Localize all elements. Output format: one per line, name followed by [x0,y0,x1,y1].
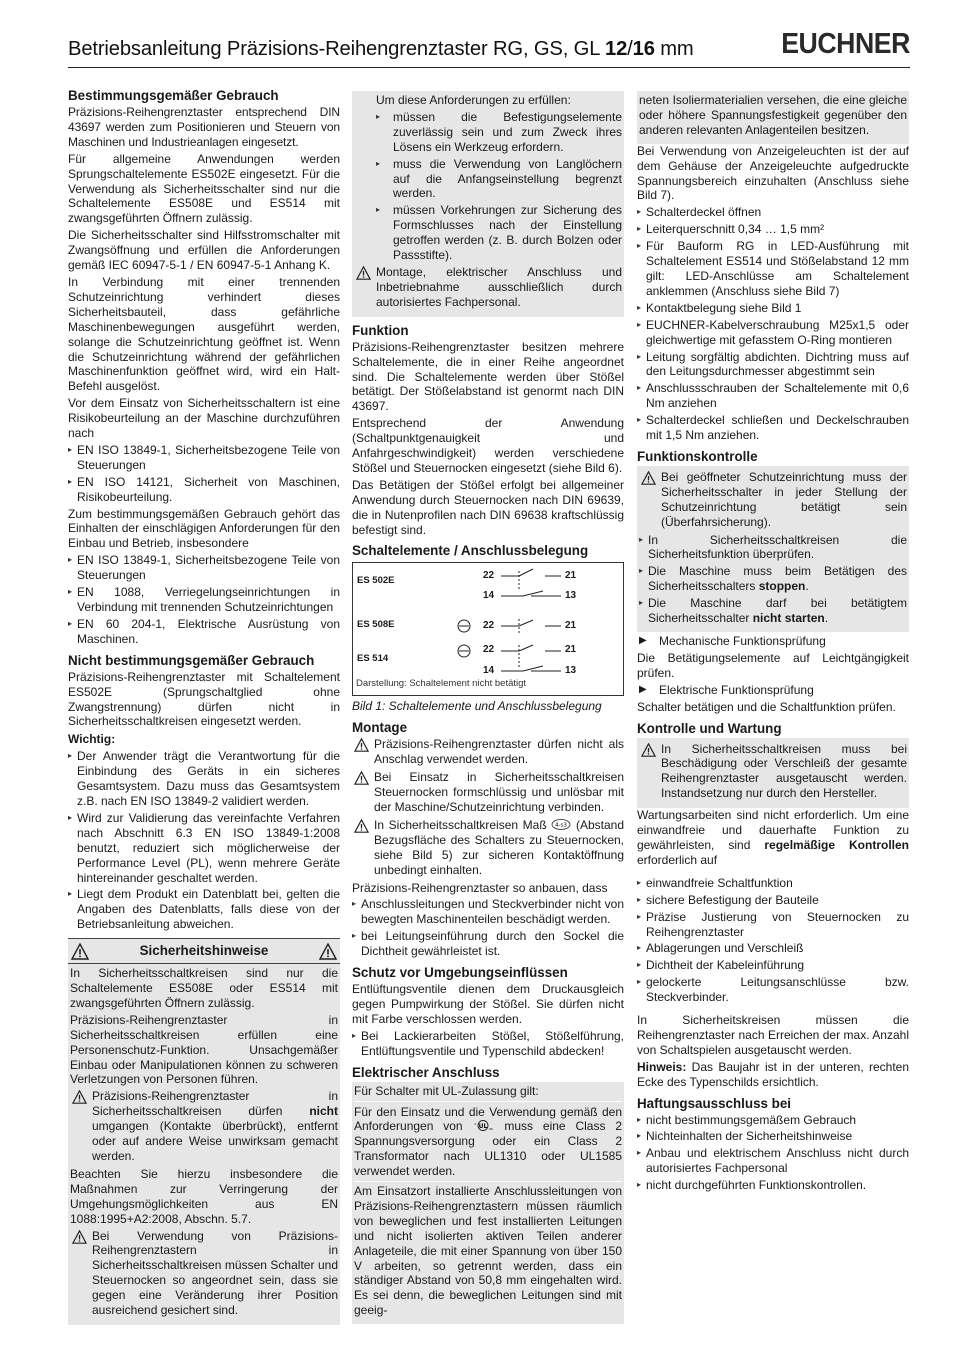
ul-listed-icon [472,1120,494,1131]
list-item: ▸ Leitung sorgfältig abdichten. Dichtring muss auf den Leitungsdurchmesser abgestimmt sein [637,350,909,380]
svg-text:us: us [489,1127,494,1132]
dimension-marker-label: 4-s3 [555,822,568,829]
paragraph: Präzisions-Reihengrenztaster besitzen mehrere Schaltelemente, die in einer Reihe angeordnet sind. Die Schaltelemente werden über Stößel betätigt. Der Stößelabstand ist genormt nach DIN 43697. [352,339,624,414]
list-item: ▸ Liegt dem Produkt ein Datenblatt bei, gelten die Angaben des Datenblatts, falls diese von der Betriebsanleitung abweichen. [68,887,340,932]
connection-steps-list [637,205,909,443]
heading-montage: Montage [352,720,408,736]
list-item: ▸ Der Anwender trägt die Verantwortung für die Einbindung des Geräts in ein sicheres Gesamtsystem. Dazu muss das Gesamtsystem z.B. nach EN ISO 13849-2 validiert werden. [68,749,340,809]
requirements-list [354,110,622,263]
warning-triangle-icon [641,743,656,757]
warning-note: Bei geöffneter Schutzeinrichtung muss der Sicherheitsschalter in jeder Stellung der Schutzeinrichtung betätigt sein (Überfahrsicherung). [639,470,907,530]
list-item: ▸ nicht bestimmungsgemäßem Gebrauch [637,1113,909,1128]
paragraph: neten Isoliermaterialien versehen, die eine gleiche oder höhere Spannungsfestigkeit gegenüber den anderen relevanten Anlagenteilen besitzen. [639,93,907,137]
note-paragraph: Hinweis: Das Baujahr ist in der unteren, rechten Ecke des Typenschilds ersichtlich. [637,1059,909,1089]
important-label: Wichtig: [68,732,116,747]
liability-list [637,1113,909,1194]
list-item: ▸ müssen Vorkehrungen zur Sicherung des Formschlusses nach der Einstellung getroffen werden (z. B. durch Bolzen oder Passstifte). [376,203,622,263]
paragraph: Beachten Sie hierzu insbesondere die Maßnahmen zur Verringerung der Umgehungsmöglichkeiten aus EN 1088:1995+A2:2008, Abschn. 5.7. [70,1166,338,1226]
paragraph: Das Betätigen der Stößel erfolgt bei allgemeiner Anwendung durch Steuernocken nach DIN 69639, die in Nutenprofilen nach DIN 69638 kraftschlüssig befestigt sind. [352,477,624,537]
list-item: ▸ In Sicherheitsschaltkreisen die Sicherheitsfunktion überprüfen. [639,533,907,563]
warning-triangle-icon [356,266,371,280]
heading-nicht-bestimmungsgemaess: Nicht bestimmungsgemäßer Gebrauch [68,652,315,668]
column-1 [68,88,340,1325]
paragraph: Zum bestimmungsgemäßen Gebrauch gehört das Einhalten der einschlägigen Anforderungen für den Einbau und Betrieb, insbesondere [68,506,340,551]
list-item: ▸ EN ISO 13849-1, Sicherheitsbezogene Teile von Steuerungen [68,443,340,473]
list-item: ▸ Anbau und elektrischem Anschluss nicht durch autorisiertes Fachpersonal [637,1146,909,1176]
list-item: ▸ müssen die Befestigungselemente zuverlässig sein und zum Zweck ihres Lösens ein Werkzeug erfordern. [376,110,622,155]
paragraph: In Verbindung mit einer trennenden Schutzeinrichtung verhindert dieses Sicherheitsbauteil, dass gefährliche Maschinenbewegungen ausgeführt werden, solange die Schutzeinrichtung geöffnet ist. Wenn die Schutzeinrichtung während der gefährlichen Maschinenfunktion geöffnet wird, wird ein Halt-Befehl ausgelöst. [68,274,340,394]
list-item: ▸ gelockerte Leitungsanschlüsse bzw. Steckverbinder. [637,975,909,1005]
terminal-21: 21 [565,644,577,656]
warning-note: Präzisions-Reihengrenztaster in Sicherheitsschaltkreisen dürfen nicht umgangen (Kontakte überbrückt), entfernt oder auf andere Weise unwirksam gemacht werden. [70,1089,338,1164]
paragraph: Für Schalter mit UL-Zulassung gilt: [354,1084,622,1102]
list-item: ▸ Präzise Justierung von Steuernocken zu Reihengrenztaster [637,910,909,940]
norm-list-1 [68,443,340,505]
svg-text:UL: UL [479,1123,488,1131]
warning-note: Montage, elektrischer Anschluss und Inbetriebnahme ausschließlich durch autorisiertes Fachpersonal. [354,265,622,310]
paragraph: Entsprechend der Anwendung (Schaltpunktgenauigkeit und Anfahrgeschwindigkeit) werden verschiedene Stößel und Steuernocken eingesetzt (siehe Bild 6). [352,416,624,475]
ul-notes-box [352,1082,624,1325]
electrical-check-label: ▶ Elektrische Funktionsprüfung [637,683,909,698]
heading-bestimmungsgemaess: Bestimmungsgemäßer Gebrauch [68,88,279,103]
warning-triangle-icon [354,819,369,833]
ul-notes-continued-box [637,91,909,144]
important-list [68,749,340,932]
protection-list [352,1029,624,1059]
maintenance-list [637,876,909,1005]
norm-list-2 [68,553,340,646]
safety-notes-header [68,938,340,964]
paragraph: Bei Verwendung von Anzeigeleuchten ist der auf dem Gehäuse der Anzeigeleuchte aufgedruckte Spannungsbereich einzuhalten (Anschluss siehe Bild 7). [637,143,909,203]
paragraph: Am Einsatzort installierte Anschlussleitungen von Präzisions-Reihengrenztastern müssen räumlich von beweglichen und fest installierten Leitungen und nicht isolierten aktiven Teilen anderer Anlageteile, die mit einer Spannung von über 150 V arbeiten, so getrennt werden, dass ein ständiger Abstand von 50,8 mm eingehalten wird. Es sei denn, die beweglichen Leitungen sind mit geeig- [354,1181,622,1318]
list-item: ▸ sichere Befestigung der Bauteile [637,893,909,908]
list-item: ▸ Kontaktbelegung siehe Bild 1 [637,301,909,316]
function-check-list [639,533,907,626]
diagram-note: Darstellung: Schaltelement nicht betätigt [356,677,527,689]
paragraph: Präzisions-Reihengrenztaster in Sicherheitsschaltkreisen erfüllen eine Personenschutz-Funktion. Unsachgemäßer Einbau oder Manipulationen können zu schweren Verletzungen von Personen führen. [70,1012,338,1087]
list-item: ▸ EN 60 204-1, Elektrische Ausrüstung von Maschinen. [68,617,340,647]
mechanical-check-label: ▶ Mechanische Funktionsprüfung [637,634,909,649]
list-item: ▸ Die Maschine muss beim Betätigen des Sicherheitsschalters stoppen. [639,564,907,594]
heading-funktionskontrolle: Funktionskontrolle [637,448,758,464]
warning-triangle-icon [641,471,656,485]
page-header [68,24,910,68]
warning-note: Bei Einsatz in Sicherheitsschaltkreisen Steuernocken formschlüssig und unlösbar mit der Maschine/Schutzeinrichtung verbinden. [352,770,624,815]
terminal-14: 14 [483,590,495,602]
list-item: ▸ Ablagerungen und Verschleiß [637,941,909,956]
label-es508e: ES 508E [357,619,395,631]
terminal-22: 22 [483,620,495,632]
svg-text:c: c [474,1122,477,1127]
terminal-22: 22 [483,644,495,656]
terminal-13: 13 [565,590,577,602]
paragraph: Die Betätigungselemente auf Leichtgängigkeit prüfen. [637,650,909,680]
paragraph: Wartungsarbeiten sind nicht erforderlich. Um eine einwandfreie und dauerhafte Funktion zu gewährleisten, sind regelmäßige Kontrollen erforderlich auf [637,808,910,867]
column-2 [352,91,624,1324]
terminal-21: 21 [565,570,577,582]
warning-triangle-icon [72,1230,87,1244]
warning-note: Präzisions-Reihengrenztaster dürfen nicht als Anschlag verwendet werden. [352,737,624,767]
list-item: ▸ EN ISO 13849-1, Sicherheitsbezogene Teile von Steuerungen [68,553,340,583]
paragraph: Schalter betätigen und die Schaltfunktion prüfen. [637,699,896,714]
list-item: ▸ nicht durchgeführten Funktionskontrollen. [637,1178,909,1193]
paragraph: Für den Einsatz und die Verwendung gemäß den Anforderungen von UL c us muss eine Class 2 Spannungsversorgung oder ein Class 2 Transformator nach UL1310 oder UL1585 verwendet werden. [354,1104,622,1179]
paragraph: Entlüftungsventile dienen dem Druckausgleich gegen Pumpwirkung der Stößel. Sie dürfen nicht mit Farbe verschlossen werden. [352,982,624,1026]
label-es502e: ES 502E [357,575,395,587]
list-item: ▸ Nichteinhalten der Sicherheitshinweise [637,1129,909,1144]
paragraph: Vor dem Einsatz von Sicherheitsschaltern ist eine Risikobeurteilung an der Maschine durchzuführen nach [68,396,340,441]
terminal-14: 14 [483,665,495,677]
paragraph: Präzisions-Reihengrenztaster entsprechend DIN 43697 werden zum Positionieren und Steuern von Maschinen und Industrieanlagen eingesetzt. [68,105,340,149]
figure-caption: Bild 1: Schaltelemente und Anschlussbelegung [352,699,602,714]
list-item: ▸ Anschlussleitungen und Steckverbinder nicht von bewegten Maschinenteilen beschädigt werden. [352,897,624,927]
warning-note: In Sicherheitsschaltkreisen Maß 4-s3 (Abstand Bezugsfläche des Schalters zu Steuernocken, siehe Bild 5) zur sicheren Kontaktöffnung unbedingt einhalten. [352,818,624,878]
list-item: ▸ Wird zur Validierung das vereinfachte Verfahren nach Abschnitt 6.3 EN ISO 13849-1:2008 benutzt, reduziert sich möglicherweise der Performance Level (PL), wenn mehrere Geräte hintereinander geschaltet werden. [68,811,340,886]
list-item: ▸ Für Bauform RG in LED-Ausführung mit Schaltelement ES514 und Stößelabstand 12 mm gilt: LED-Anschlüsse am Schaltelement anklemmen (Anschluss siehe Bild 7) [637,239,909,299]
list-item: ▸ Anschlussschrauben der Schaltelemente mit 0,6 Nm anziehen [637,381,909,411]
terminal-22: 22 [483,570,495,582]
heading-funktion: Funktion [352,322,409,338]
heading-elektrischer-anschluss: Elektrischer Anschluss [352,1064,500,1080]
warning-note: Bei Verwendung von Präzisions-Reihengrenztastern in Sicherheitsschaltkreisen müssen Schalter und Steuernocken so angeordnet sein, dass sie gegen eine Veränderung ihrer Position ausreichend gesichert sind. [70,1229,338,1318]
paragraph: Für allgemeine Anwendungen werden Sprungschaltelemente ES502E eingesetzt. Für die Verwendung als Sicherheitsschalter sind nur die Schaltelemente ES508E und ES514 mit zwangsgeführten Öffnern zulässig. [68,151,340,226]
list-item: ▸ Schalterdeckel schließen und Deckelschrauben mit 1,5 Nm anziehen. [637,413,909,443]
maintenance-warning-box [637,738,909,809]
page-title: Betriebsanleitung Präzisions-Reihengrenztaster RG, GS, GL 12/16 mm [68,38,694,60]
requirements-box [352,91,624,317]
euchner-logo: EUCHNER [781,28,910,60]
warning-triangle-icon [319,943,337,960]
heading-haftungsausschluss: Haftungsausschluss bei [637,1095,792,1111]
list-item: ▸ Bei Lackierarbeiten Stößel, Stößelführung, Entlüftungsventile und Typenschild abdecken! [352,1029,624,1059]
list-item: ▸ einwandfreie Schaltfunktion [637,876,909,891]
paragraph: Präzisions-Reihengrenztaster so anbauen, dass [352,880,608,895]
list-item: ▸ EN ISO 14121, Sicherheit von Maschinen, Risikobeurteilung. [68,475,340,505]
warning-triangle-icon [354,738,369,752]
paragraph: In Sicherheitsschaltkreisen sind nur die Schaltelemente ES508E oder ES514 mit zwangsgeführten Öffnern zulässig. [70,966,338,1010]
function-check-box [637,466,909,632]
list-item: ▸ EN 1088, Verriegelungseinrichtungen in Verbindung mit trennenden Schutzeinrichtungen [68,585,340,615]
list-item: ▸ EUCHNER-Kabelverschraubung M25x1,5 oder gleichwertige mit gefasstem O-Ring montieren [637,318,909,348]
heading-schaltelemente: Schaltelemente / Anschlussbelegung [352,543,589,559]
heading-schutz: Schutz vor Umgebungseinflüssen [352,965,568,981]
list-item: ▸ Die Maschine darf bei betätigtem Sicherheitsschalter nicht starten. [639,596,907,626]
paragraph: Die Sicherheitsschalter sind Hilfsstromschalter mit Zwangsöffnung und erfüllen die Anforderungen gemäß IEC 60947-5-1 / EN 60947-5-1 Anhang K. [68,228,340,273]
paragraph: In Sicherheitskreisen müssen die Reihengrenztaster nach Erreichen der max. Anzahl von Schaltspielen ausgetauscht werden. [637,1013,909,1057]
label-es514: ES 514 [357,653,389,665]
heading-kontrolle-wartung: Kontrolle und Wartung [637,720,782,736]
warning-triangle-icon [72,1090,87,1104]
mounting-list [352,897,624,959]
safety-notes-box [68,964,340,1325]
switch-element-diagram [352,562,624,696]
list-item: ▸ Schalterdeckel öffnen [637,205,909,220]
warning-triangle-icon [354,771,369,785]
safety-notes-title: Sicherheitshinweise [139,943,269,959]
list-item: ▸ muss die Verwendung von Langlöchern auf die Anfangseinstellung begrenzt werden. [376,157,622,202]
dimension-marker-icon [551,819,571,830]
list-item: ▸ Dichtheit der Kabeleinführung [637,958,909,973]
paragraph: Um diese Anforderungen zu erfüllen: [376,93,571,107]
terminal-13: 13 [565,665,577,677]
list-item: ▸ Leiterquerschnitt 0,34 … 1,5 mm² [637,222,909,237]
list-item: ▸ bei Leitungseinführung durch den Sockel die Dichtheit gewährleistet ist. [352,929,624,959]
warning-note: In Sicherheitsschaltkreisen muss bei Beschädigung oder Verschleiß der gesamte Reihengrenztaster ausgetauscht werden. Instandsetzung nur durch den Hersteller. [639,742,907,802]
terminal-21: 21 [565,620,577,632]
column-3 [637,91,909,1195]
paragraph: Präzisions-Reihengrenztaster mit Schaltelement ES502E (Sprungschaltglied ohne Zwangstrennung) dürfen nicht in Sicherheitsschaltkreisen eingesetzt werden. [68,669,340,729]
